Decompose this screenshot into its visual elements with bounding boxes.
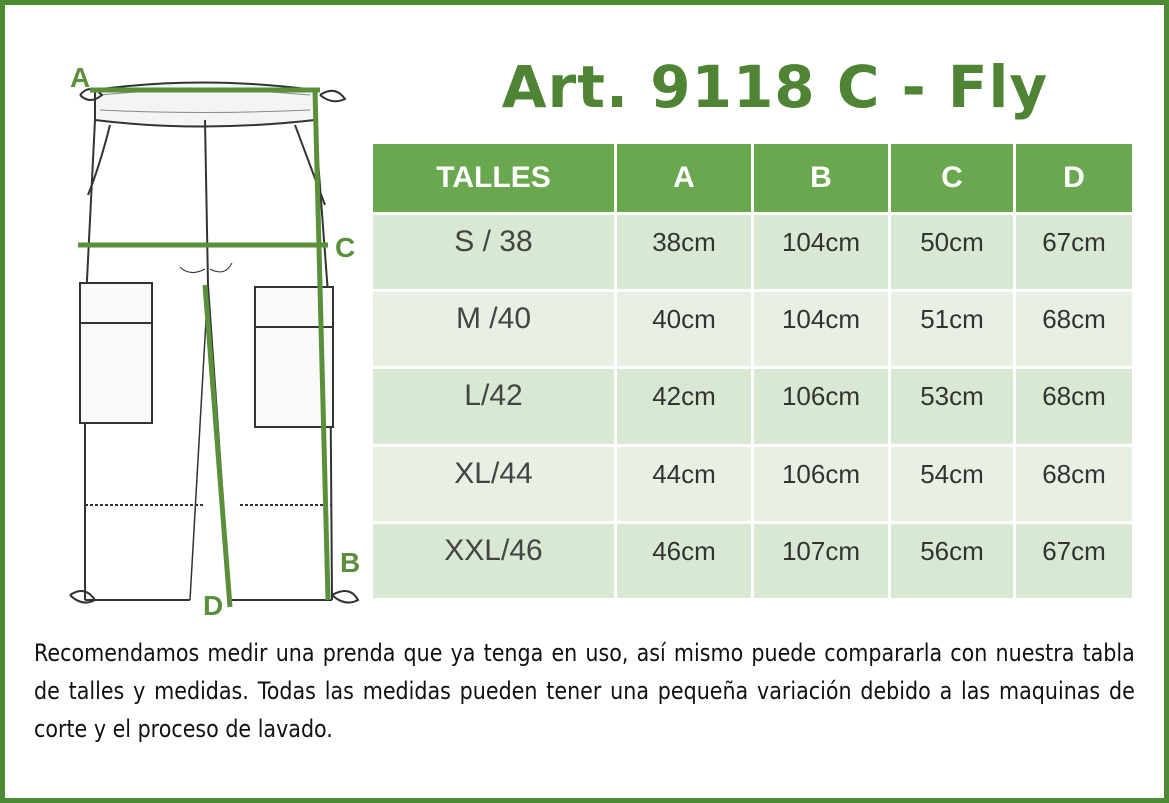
table-cell: 56cm [891,524,1013,598]
pants-diagram [40,55,380,625]
table-cell: 107cm [754,524,888,598]
table-cell: 68cm [1016,292,1132,366]
page-title: Art. 9118 C - Fly [501,53,1049,121]
size-cell: XL/44 [373,447,614,521]
size-table [370,141,1135,601]
header-c: C [891,144,1013,212]
label-b: B [340,547,361,578]
table-row [373,524,1132,598]
header-d: D [1016,144,1132,212]
table-row [373,215,1132,289]
table-cell: 40cm [617,292,751,366]
header-b: B [754,144,888,212]
size-cell: S / 38 [373,215,614,289]
label-d: D [203,590,224,621]
table-cell: 38cm [617,215,751,289]
size-cell: M /40 [373,292,614,366]
measure-line-d [205,285,230,607]
table-cell: 50cm [891,215,1013,289]
table-cell: 68cm [1016,369,1132,443]
table-cell: 104cm [754,215,888,289]
table-cell: 42cm [617,369,751,443]
table-cell: 51cm [891,292,1013,366]
size-cell: XXL/46 [373,524,614,598]
table-cell: 106cm [754,369,888,443]
table-row [373,292,1132,366]
table-cell: 106cm [754,447,888,521]
label-c: C [335,232,356,263]
table-row [373,447,1132,521]
table-row [373,369,1132,443]
header-talles: TALLES [373,144,614,212]
table-header-row [373,144,1132,212]
measurement-note: Recomendamos medir una prenda que ya tenga en uso, así mismo puede compararla con nuestra tabla de talles y medidas. Todas las medidas pueden tener una pequeña variación debido a las maquinas de corte y el proceso de lavado. [34,639,1135,743]
table-cell: 44cm [617,447,751,521]
table-cell: 46cm [617,524,751,598]
header-a: A [617,144,751,212]
table-cell: 67cm [1016,215,1132,289]
table-cell: 54cm [891,447,1013,521]
table-cell: 53cm [891,369,1013,443]
label-a: A [70,62,91,93]
table-cell: 67cm [1016,524,1132,598]
table-cell: 68cm [1016,447,1132,521]
size-cell: L/42 [373,369,614,443]
table-cell: 104cm [754,292,888,366]
